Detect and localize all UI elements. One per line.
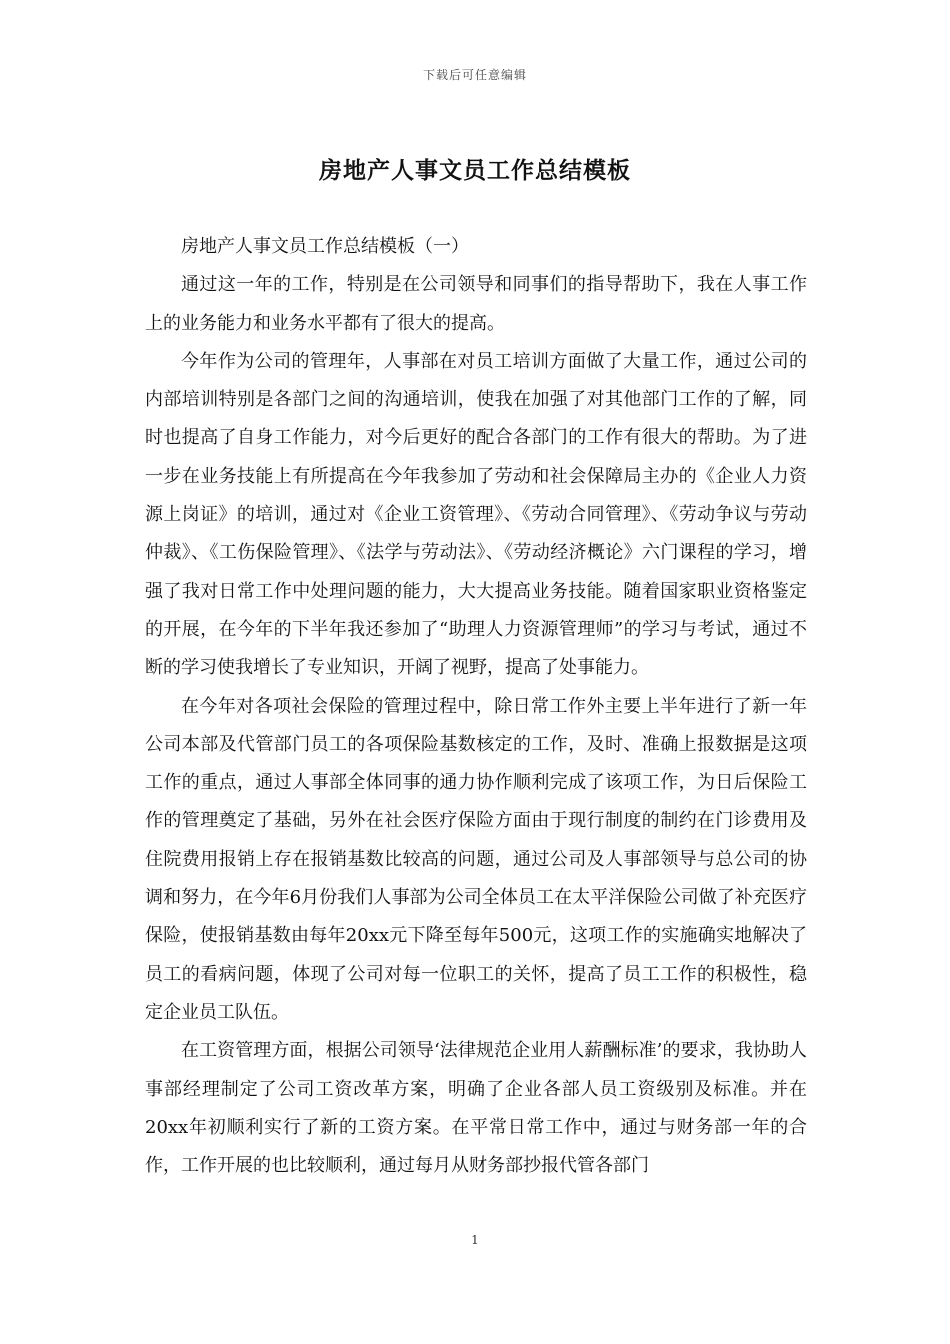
document-title: 房地产人事文员工作总结模板 xyxy=(319,157,631,184)
section-heading: 房地产人事文员工作总结模板（一） xyxy=(181,236,469,257)
page-number: 1 xyxy=(471,1233,479,1247)
document-body xyxy=(145,228,807,1185)
header-note: 下载后可任意编辑 xyxy=(422,68,527,82)
paragraph: 在工资管理方面，根据公司领导‘法律规范企业用人薪酬标准’的要求，我协助人事部经理制定了公司工资改革方案，明确了企业各部人员工资级别及标准。并在20xx年初顺利实行了新的工资方案。在平常日常工作中，通过与财务部一年的合作，工作开展的也比较顺利，通过每月从财务部抄报代管各部门 xyxy=(145,1040,807,1177)
paragraph: 在今年对各项社会保险的管理过程中，除日常工作外主要上半年进行了新一年公司本部及代管部门员工的各项保险基数核定的工作，及时、准确上报数据是这项工作的重点，通过人事部全体同事的通力协作顺利完成了该项工作，为日后保险工作的管理奠定了基础，另外在社会医疗保险方面由于现行制度的制约在门诊费用及住院费用报销上存在报销基数比较高的问题，通过公司及人事部领导与总公司的协调和努力，在今年6月份我们人事部为公司全体员工在太平洋保险公司做了补充医疗保险，使报销基数由每年20xx元下降至每年500元，这项工作的实施确实地解决了员工的看病问题，体现了公司对每一位职工的关怀，提高了员工工作的积极性，稳定企业员工队伍。 xyxy=(145,695,807,1023)
paragraph: 今年作为公司的管理年，人事部在对员工培训方面做了大量工作，通过公司的内部培训特别是各部门之间的沟通培训，使我在加强了对其他部门工作的了解，同时也提高了自身工作能力，对今后更好的配合各部门的工作有很大的帮助。为了进一步在业务技能上有所提高在今年我参加了劳动和社会保障局主办的《企业人力资源上岗证》的培训，通过对《企业工资管理》、《劳动合同管理》、《劳动争议与劳动仲裁》、《工伤保险管理》、《法学与劳动法》、《劳动经济概论》六门课程的学习，增强了我对日常工作中处理问题的能力，大大提高业务技能。随着国家职业资格鉴定的开展，在今年的下半年我还参加了“助理人力资源管理师”的学习与考试，通过不断的学习使我增长了专业知识，开阔了视野，提高了处事能力。 xyxy=(145,350,807,679)
paragraph: 通过这一年的工作，特别是在公司领导和同事们的指导帮助下，我在人事工作上的业务能力和业务水平都有了很大的提高。 xyxy=(145,274,807,334)
